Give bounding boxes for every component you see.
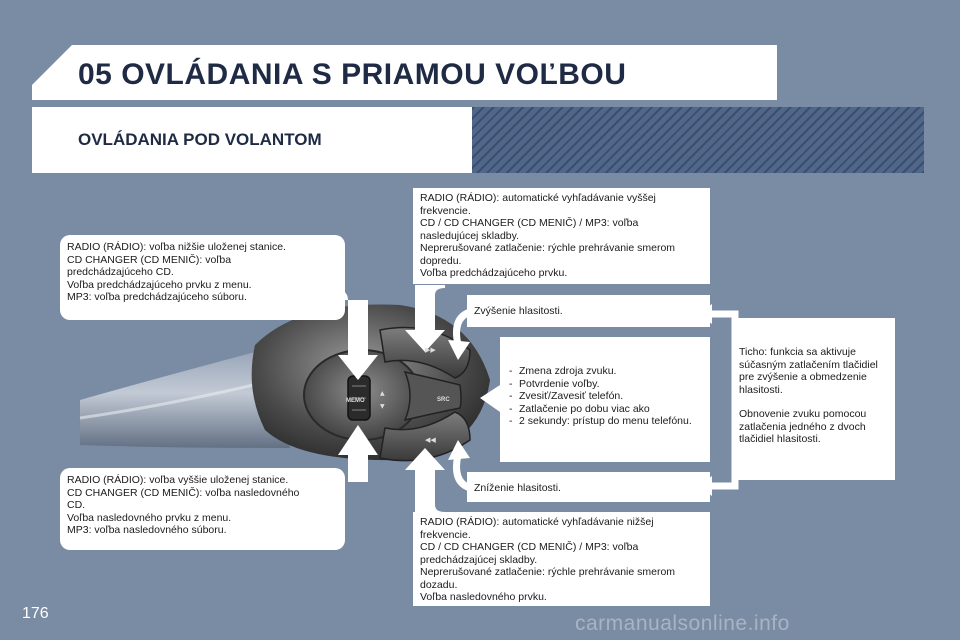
callout-line: RADIO (RÁDIO): automatické vyhľadávanie vyššej [420, 192, 656, 204]
list-item: - Zvesiť/Zavesiť telefón. [507, 390, 703, 403]
callout-line: CD CHANGER (CD MENIČ): voľba nasledovného [67, 486, 300, 499]
callout-line: frekvencie. [420, 204, 471, 217]
callout-line: hlasitosti. [739, 383, 783, 396]
list-item: - Zmena zdroja zvuku. [507, 365, 703, 378]
callout-line: Voľba nasledovného prvku. [420, 591, 547, 603]
callout-line: CD / CD CHANGER (CD MENIČ) / MP3: voľba [420, 541, 639, 553]
callout-line: MP3: voľba nasledovného súboru. [67, 524, 227, 536]
callout-line: tlačidiel hlasitosti. [739, 433, 821, 445]
callout-line: RADIO (RÁDIO): automatické vyhľadávanie nižšej [420, 516, 654, 528]
list-item: - Potvrdenie voľby. [507, 378, 703, 391]
callout-line: MP3: voľba predchádzajúceho súboru. [67, 291, 247, 303]
callout-line: CD CHANGER (CD MENIČ): voľba [67, 253, 232, 266]
callout-line: RADIO (RÁDIO): voľba vyššie uloženej stanice. [67, 474, 289, 486]
src-label: SRC [437, 397, 450, 403]
up-arrow-glyph: ▲ [380, 390, 385, 397]
callout-mute [732, 318, 895, 480]
callout-line: Voľba predchádzajúceho prvku z menu. [67, 278, 252, 291]
mute-description [739, 346, 888, 396]
callout-line: predchádzajúcej skladby. [420, 553, 538, 566]
callout-line: nasledujúcej skladby. [420, 229, 520, 242]
list-item: - Zatlačenie po dobu viac ako [507, 403, 703, 416]
rewind-glyph: ◀◀ [425, 436, 436, 444]
callout-source [500, 337, 710, 462]
callout-line: predchádzajúceho CD. [67, 266, 174, 278]
callout-next [60, 468, 345, 550]
callout-line: dopredu. [420, 254, 462, 267]
list-item: - 2 sekundy: prístup do menu telefónu. [507, 415, 703, 428]
callout-line: frekvencie. [420, 528, 471, 541]
callout-volume-down [467, 472, 710, 502]
callout-line: zatlačenia jedného z dvoch [739, 420, 866, 433]
page-title: 05 OVLÁDANIA S PRIAMOU VOĽBOU [78, 58, 627, 91]
callout-line: Neprerušované zatlačenie: rýchle prehrávanie smerom [420, 566, 676, 578]
callout-line: RADIO (RÁDIO): voľba nižšie uloženej stanice. [67, 241, 286, 253]
page-number: 176 [22, 605, 49, 622]
callout-line: súčasným zatlačením tlačidiel [739, 358, 878, 371]
callout-line: Obnovenie zvuku pomocou [739, 408, 867, 420]
source-list [507, 365, 703, 428]
callout-line: Zníženie hlasitosti. [474, 482, 561, 494]
section-subtitle: OVLÁDANIA POD VOLANTOM [78, 130, 322, 149]
callout-line: pre zvýšenie a obmedzenie [739, 371, 867, 383]
callout-line: Ticho: funkcia sa aktivuje [739, 346, 856, 358]
callout-seek-forward [413, 188, 710, 284]
callout-line: CD. [67, 499, 86, 511]
callout-previous [60, 235, 345, 320]
callout-line: Voľba predchádzajúceho prvku. [420, 267, 568, 279]
memo-label: MEMO [346, 398, 365, 404]
unmute-description [739, 408, 888, 446]
callout-line: Neprerušované zatlačenie: rýchle prehrávanie smerom [420, 242, 676, 254]
watermark: carmanualsonline.info [575, 612, 790, 635]
forward-glyph: ▶▶ [425, 346, 436, 354]
callout-volume-up [467, 295, 710, 327]
callout-line: CD / CD CHANGER (CD MENIČ) / MP3: voľba [420, 217, 639, 229]
callout-line: Zvýšenie hlasitosti. [474, 305, 563, 317]
down-arrow-glyph: ▼ [380, 403, 385, 410]
callout-line: dozadu. [420, 578, 458, 591]
callout-seek-back [413, 512, 710, 606]
callout-line: Voľba nasledovného prvku z menu. [67, 511, 232, 524]
